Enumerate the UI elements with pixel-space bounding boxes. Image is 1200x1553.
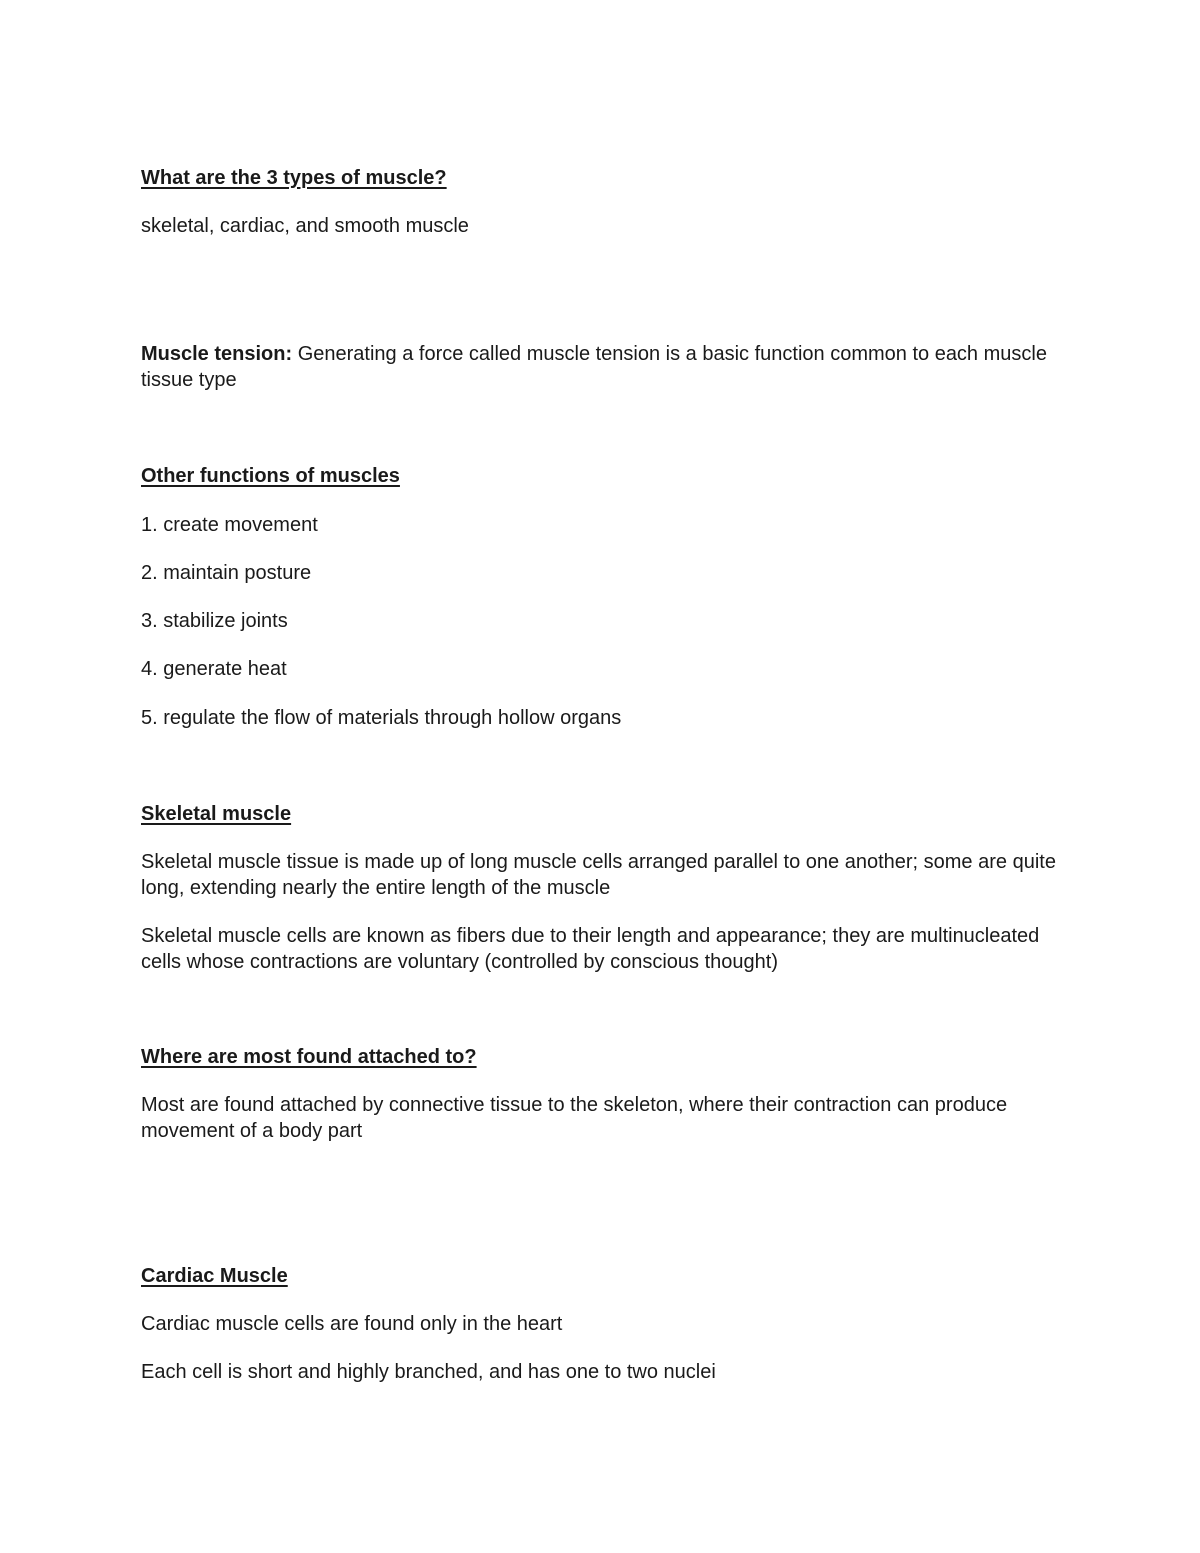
muscle-tension-paragraph bbox=[141, 341, 1061, 393]
muscle-tension-definition: Generating a force called muscle tension is a basic function common to each muscle tissue type bbox=[141, 343, 1047, 391]
attachment-answer: Most are found attached by connective tissue to the skeleton, where their contraction can produce movement of a body part bbox=[141, 1094, 1008, 1142]
heading-muscle-types: What are the 3 types of muscle? bbox=[141, 167, 447, 189]
heading-cardiac-muscle: Cardiac Muscle bbox=[141, 1265, 288, 1287]
function-item: 5. regulate the flow of materials through hollow organs bbox=[141, 707, 622, 729]
function-item: 3. stabilize joints bbox=[141, 610, 288, 632]
function-item: 4. generate heat bbox=[141, 658, 287, 680]
muscle-tension-term: Muscle tension: bbox=[141, 343, 293, 365]
function-item: 1. create movement bbox=[141, 514, 318, 536]
heading-skeletal-muscle: Skeletal muscle bbox=[141, 803, 292, 825]
cardiac-paragraph-1: Cardiac muscle cells are found only in the heart bbox=[141, 1313, 563, 1335]
skeletal-paragraph-1: Skeletal muscle tissue is made up of long muscle cells arranged parallel to one another; some are quite long, extending nearly the entire length of the muscle bbox=[141, 851, 1056, 899]
answer-muscle-types: skeletal, cardiac, and smooth muscle bbox=[141, 215, 469, 237]
skeletal-paragraph-2: Skeletal muscle cells are known as fibers due to their length and appearance; they are multinucleated cells whose contractions are voluntary (controlled by conscious thought) bbox=[141, 925, 1040, 973]
heading-other-functions: Other functions of muscles bbox=[141, 465, 400, 487]
cardiac-paragraph-2: Each cell is short and highly branched, and has one to two nuclei bbox=[141, 1361, 716, 1383]
function-item: 2. maintain posture bbox=[141, 562, 312, 584]
heading-attachment: Where are most found attached to? bbox=[141, 1046, 477, 1068]
